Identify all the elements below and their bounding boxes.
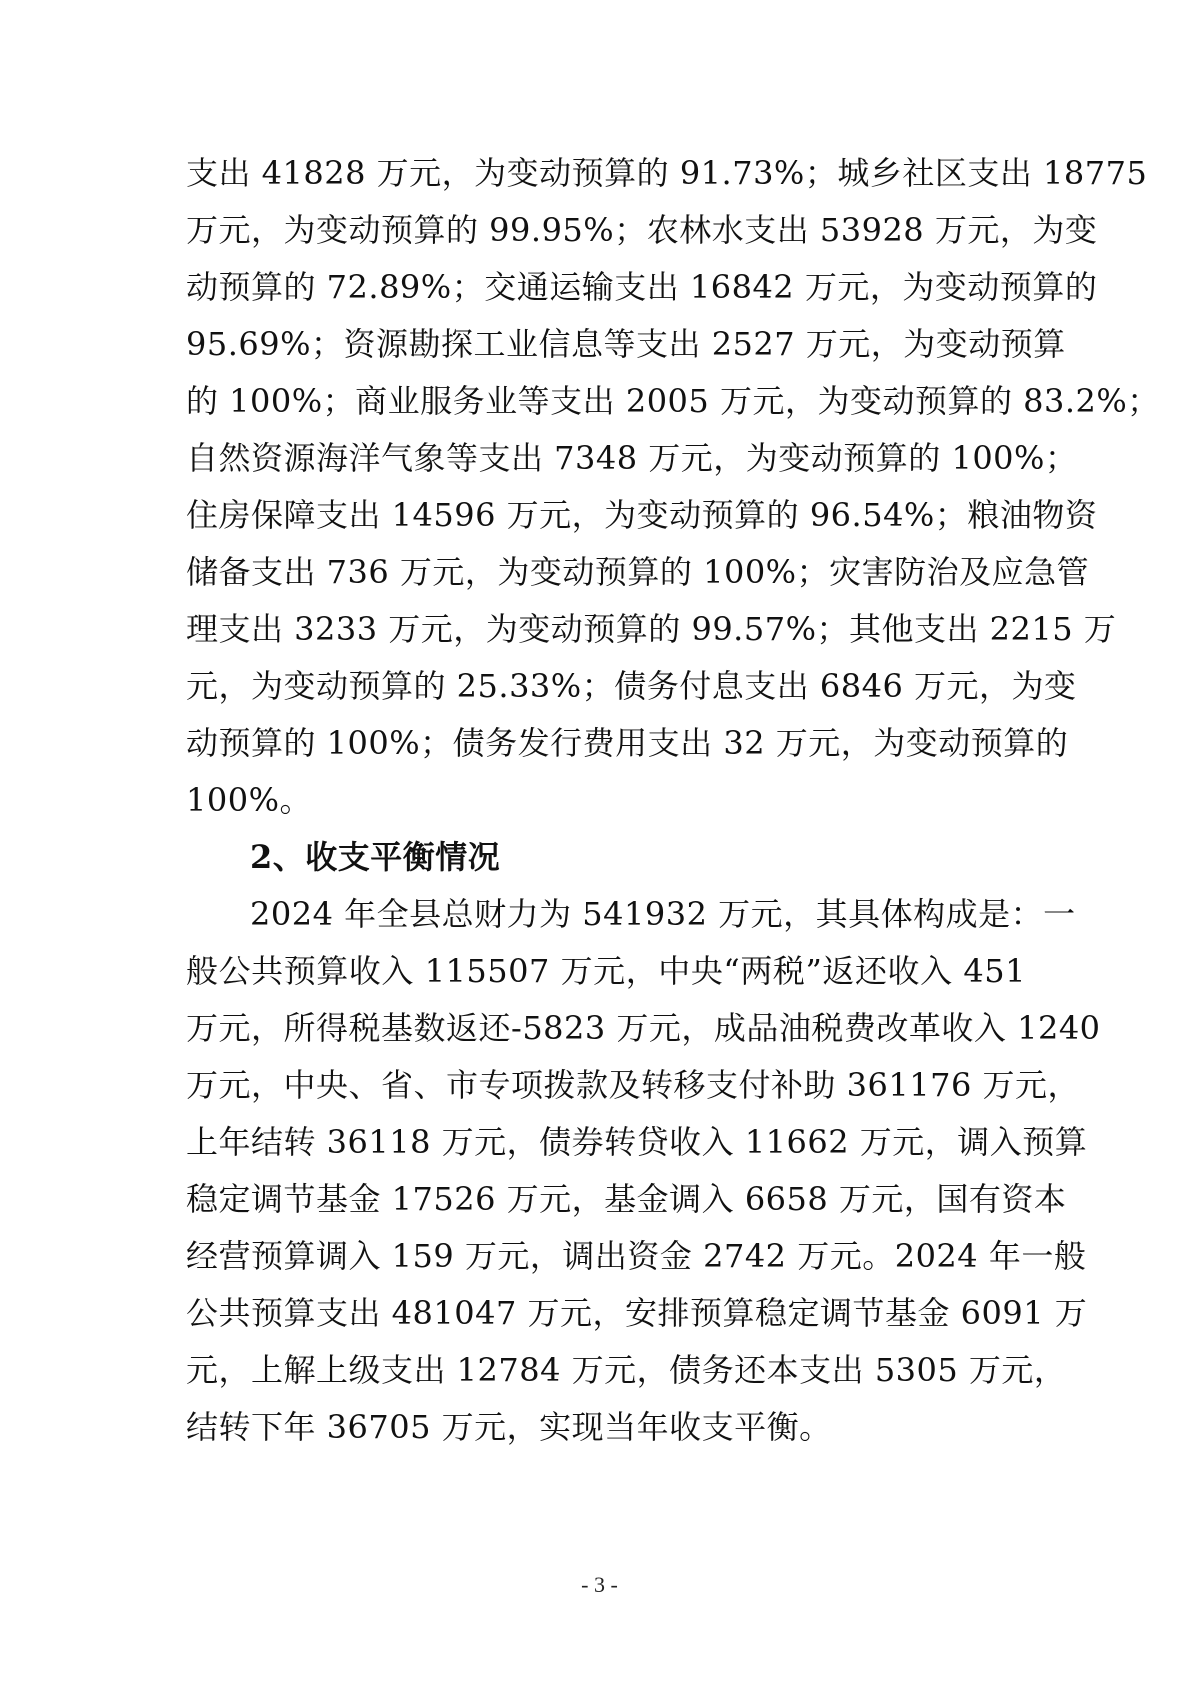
text-line: 般公共预算收入 115507 万元，中央“两税”返还收入 451	[186, 952, 1026, 990]
text-line: 上年结转 36118 万元，债券转贷收入 11662 万元，调入预算	[186, 1123, 1088, 1161]
text-line: 万元，为变动预算的 99.95%；农林水支出 53928 万元，为变	[186, 211, 1098, 249]
text-line: 理支出 3233 万元，为变动预算的 99.57%；其他支出 2215 万	[186, 610, 1117, 648]
text-line: 元，上解上级支出 12784 万元，债务还本支出 5305 万元，	[186, 1351, 1067, 1389]
text-line: 公共预算支出 481047 万元，安排预算稳定调节基金 6091 万	[186, 1294, 1088, 1332]
text-line: 住房保障支出 14596 万元，为变动预算的 96.54%；粮油物资	[186, 496, 1098, 534]
text-line: 100%。	[186, 781, 312, 819]
text-line: 的 100%；商业服务业等支出 2005 万元，为变动预算的 83.2%；	[186, 382, 1160, 420]
text-line: 经营预算调入 159 万元，调出资金 2742 万元。2024 年一般	[186, 1237, 1087, 1275]
text-line: 支出 41828 万元，为变动预算的 91.73%；城乡社区支出 18775	[186, 154, 1148, 192]
text-line: 万元，中央、省、市专项拨款及转移支付补助 361176 万元，	[186, 1066, 1081, 1104]
text-line: 2024 年全县总财力为 541932 万元，其具体构成是：一	[250, 895, 1076, 933]
text-line: 动预算的 72.89%；交通运输支出 16842 万元，为变动预算的	[186, 268, 1098, 306]
text-line: 元，为变动预算的 25.33%；债务付息支出 6846 万元，为变	[186, 667, 1077, 705]
section-heading: 2、收支平衡情况	[250, 838, 501, 876]
text-line: 万元，所得税基数返还-5823 万元，成品油税费改革收入 1240	[186, 1009, 1101, 1047]
text-line: 稳定调节基金 17526 万元，基金调入 6658 万元，国有资本	[186, 1180, 1067, 1218]
text-line: 动预算的 100%；债务发行费用支出 32 万元，为变动预算的	[186, 724, 1069, 762]
text-line: 储备支出 736 万元，为变动预算的 100%；灾害防治及应急管	[186, 553, 1090, 591]
text-line: 结转下年 36705 万元，实现当年收支平衡。	[186, 1408, 832, 1446]
text-line: 自然资源海洋气象等支出 7348 万元，为变动预算的 100%；	[186, 439, 1078, 477]
page-number: - 3 -	[581, 1572, 618, 1597]
text-line: 95.69%；资源勘探工业信息等支出 2527 万元，为变动预算	[186, 325, 1066, 363]
